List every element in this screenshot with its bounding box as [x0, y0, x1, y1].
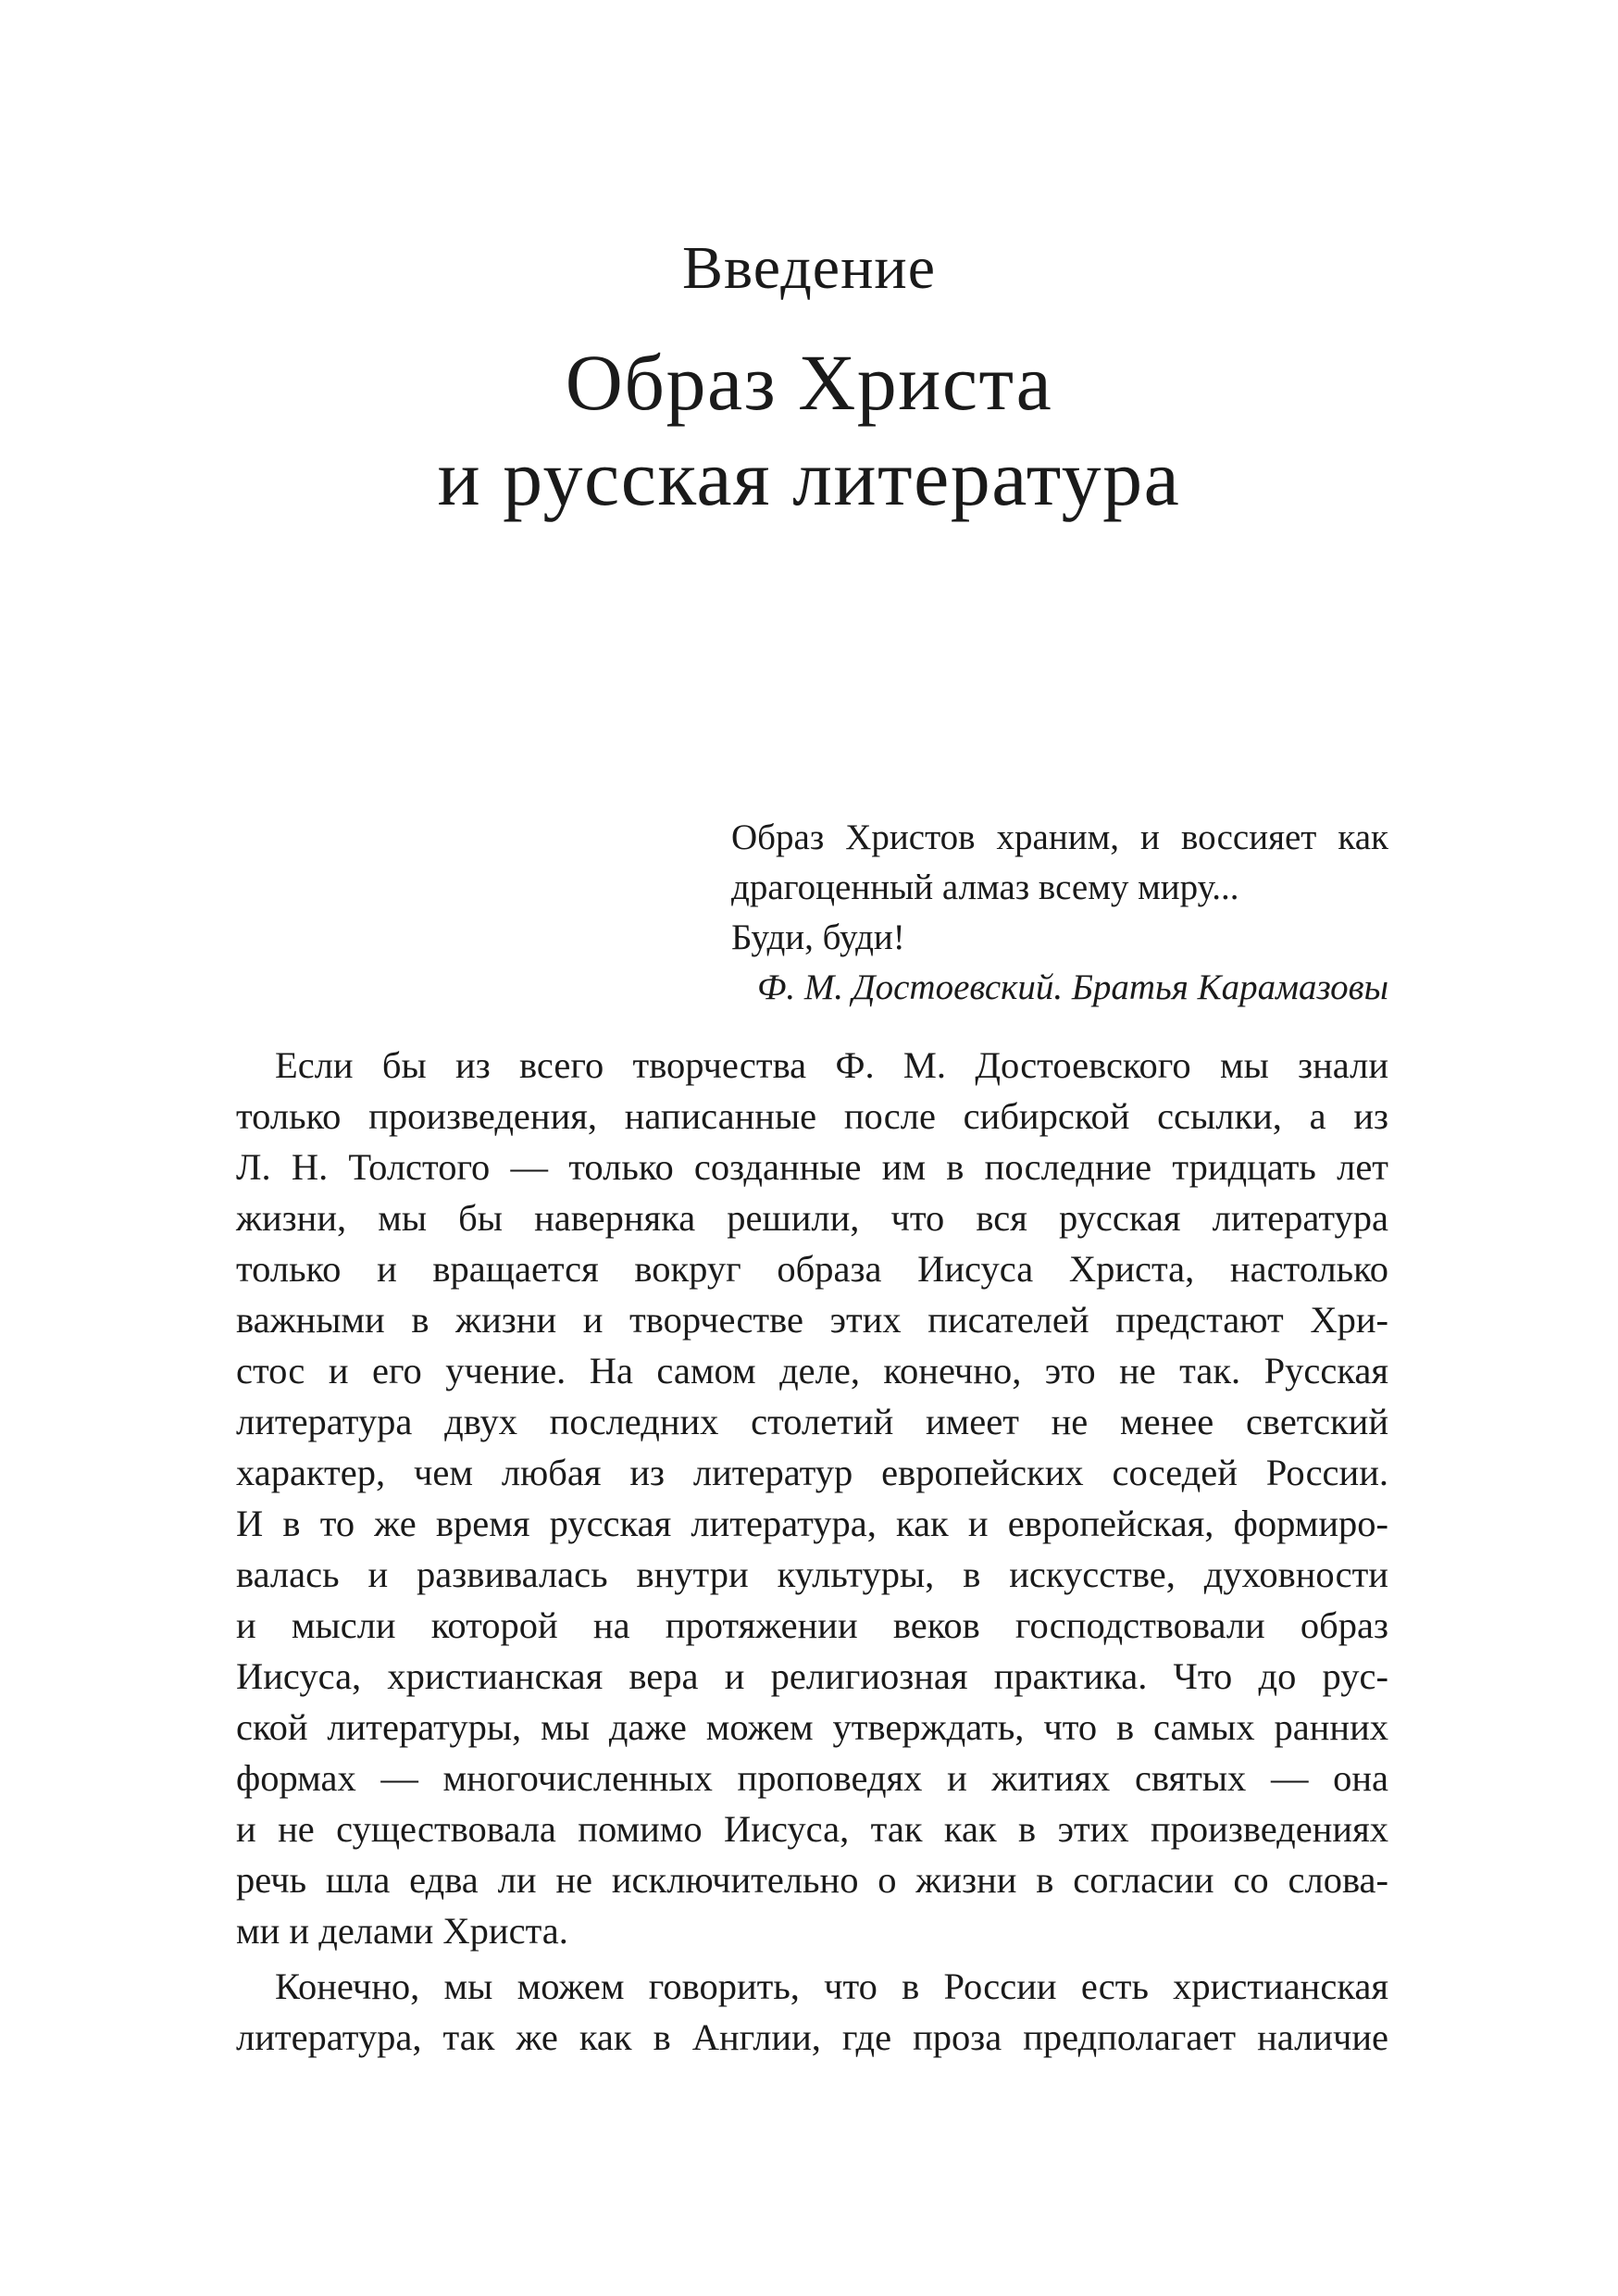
chapter-title-line: Образ Христа: [565, 338, 1053, 427]
epigraph-line: Буди, буди!: [731, 917, 905, 957]
text-line: Конечно, мы можем говорить, что в России есть христианская: [275, 1965, 1388, 2007]
text-line: Л. Н. Толстого — только созданные им в последние тридцать лет: [236, 1146, 1388, 1188]
text-line: ми и делами Христа.: [236, 1910, 568, 1952]
text-line: литература двух последних столетий имеет не менее светский: [236, 1401, 1388, 1442]
text-line: только и вращается вокруг образа Иисуса Христа, настолько: [236, 1248, 1388, 1290]
chapter-label: Введение: [681, 234, 937, 302]
text-line: валась и развивалась внутри культуры, в искусстве, духовности: [236, 1554, 1388, 1595]
text-line: литература, так же как в Англии, где проза предполагает наличие: [236, 2016, 1388, 2058]
epigraph: [731, 813, 1388, 1013]
epigraph-line: Образ Христов храним, и воссияет как: [731, 817, 1388, 857]
epigraph-line: драгоценный алмаз всему миру...: [731, 867, 1239, 907]
chapter-title-line: и русская литература: [437, 433, 1181, 522]
text-line: стос и его учение. На самом деле, конечно, это не так. Русская: [236, 1350, 1388, 1391]
text-line: речь шла едва ли не исключительно о жизни в согласии со слова-: [236, 1859, 1388, 1901]
text-line: Если бы из всего творчества Ф. М. Достоевского мы знали: [275, 1044, 1388, 1086]
text-line: ской литературы, мы даже можем утверждать, что в самых ранних: [236, 1706, 1388, 1748]
body-text: [236, 1040, 1388, 2063]
text-line: И в то же время русская литература, как и европейская, формиро-: [236, 1503, 1388, 1544]
text-line: и мысли которой на протяжении веков господствовали образ: [236, 1604, 1388, 1646]
chapter-title: [0, 335, 1618, 526]
text-line: важными в жизни и творчестве этих писателей предстают Хри-: [236, 1299, 1388, 1341]
text-line: жизни, мы бы наверняка решили, что вся русская литература: [236, 1197, 1388, 1239]
text-line: характер, чем любая из литератур европейских соседей России.: [236, 1452, 1388, 1493]
epigraph-attribution: Ф. М. Достоевский. Братья Карамазовы: [756, 967, 1388, 1007]
text-line: Иисуса, христианская вера и религиозная практика. Что до рус-: [236, 1655, 1388, 1697]
text-line: и не существовала помимо Иисуса, так как в этих произведениях: [236, 1808, 1388, 1850]
text-line: формах — многочисленных проповедях и житиях святых — она: [236, 1757, 1388, 1799]
text-line: только произведения, написанные после сибирской ссылки, а из: [236, 1095, 1388, 1137]
